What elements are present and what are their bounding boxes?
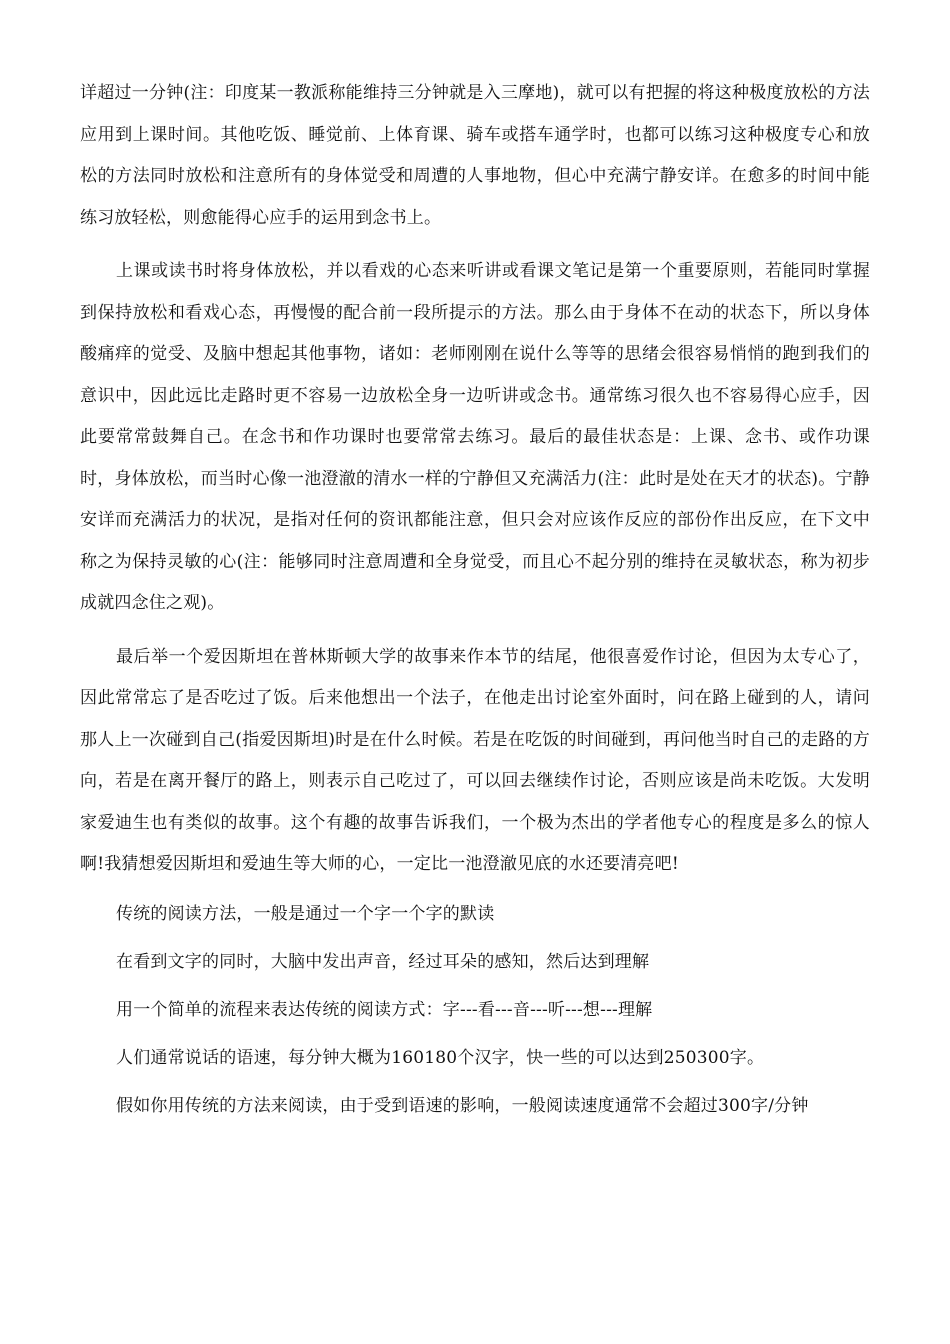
paragraph-relaxation-practice: 详超过一分钟(注：印度某一教派称能维持三分钟就是入三摩地)，就可以有把握的将这种极度放松的方法应用到上课时间。其他吃饭、睡觉前、上体育课、骑车或搭车通学时，也都可以练习这种极度专心和放松的方法同时放松和注意所有的身体觉受和周遭的人事地物，但心中充满宁静安详。在愈多的时间中能练习放轻松，则愈能得心应手的运用到念书上。 (80, 83, 870, 228)
paragraph-traditional-reading: 传统的阅读方法，一般是通过一个字一个字的默读 (116, 903, 495, 924)
paragraph-first-principle: 上课或读书时将身体放松，并以看戏的心态来听讲或看课文笔记是第一个重要原则，若能同时掌握到保持放松和看戏心态，再慢慢的配合前一段所提示的方法。那么由于身体不在动的状态下，所以身体酸痛痒的觉受、及脑中想起其他事物，诸如：老师刚刚在说什么等等的思绪会很容易悄悄的跑到我们的意识中，因此远比走路时更不容易一边放松全身一边听讲或念书。通常练习很久也不容易得心应手，因此要常常鼓舞自己。在念书和作功课时也要常常去练习。最后的最佳状态是：上课、念书、或作功课时，身体放松，而当时心像一池澄澈的清水一样的宁静但又充满活力(注：此时是处在天才的状态)。宁静安详而充满活力的状况，是指对任何的资讯都能注意，但只会对应该作反应的部份作出反应，在下文中称之为保持灵敏的心(注：能够同时注意周遭和全身觉受，而且心不起分别的维持在灵敏状态，称为初步成就四念住之观)。 (80, 261, 870, 613)
paragraph-reading-speed: 假如你用传统的方法来阅读，由于受到语速的影响，一般阅读速度通常不会超过300字/分钟 (116, 1095, 809, 1116)
paragraph-inner-voice: 在看到文字的同时，大脑中发出声音，经过耳朵的感知，然后达到理解 (116, 951, 650, 972)
paragraph-speech-rate: 人们通常说话的语速，每分钟大概为160180个汉字，快一些的可以达到250300字。 (116, 1047, 765, 1068)
paragraph-reading-flow: 用一个简单的流程来表达传统的阅读方式：字---看---音---听---想---理解 (116, 999, 653, 1020)
document-body (80, 73, 870, 1123)
paragraph-einstein-story: 最后举一个爱因斯坦在普林斯顿大学的故事来作本节的结尾，他很喜爱作讨论，但因为太专心了，因此常常忘了是否吃过了饭。后来他想出一个法子，在他走出讨论室外面时，问在路上碰到的人，请问那人上一次碰到自己(指爱因斯坦)时是在什么时候。若是在吃饭的时间碰到，再问他当时自己的走路的方向，若是在离开餐厅的路上，则表示自己吃过了，可以回去继续作讨论，否则应该是尚未吃饭。大发明家爱迪生也有类似的故事。这个有趣的故事告诉我们，一个极为杰出的学者他专心的程度是多么的惊人啊!我猜想爱因斯坦和爱迪生等大师的心，一定比一池澄澈见底的水还要清亮吧! (80, 646, 870, 874)
